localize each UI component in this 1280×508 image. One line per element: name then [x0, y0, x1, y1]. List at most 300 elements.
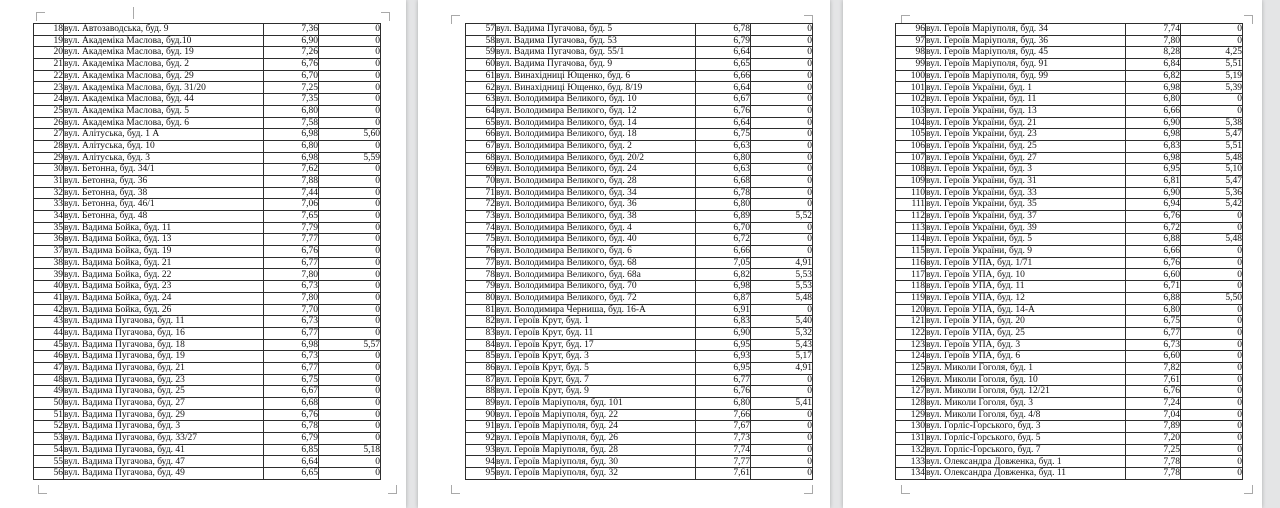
- row-number-cell[interactable]: 49: [34, 386, 64, 398]
- value-1-cell[interactable]: 6,82: [696, 269, 751, 281]
- street-address-cell[interactable]: вул. Бетонна, буд. 38: [64, 187, 264, 199]
- row-number-cell[interactable]: 59: [466, 47, 496, 59]
- row-number-cell[interactable]: 61: [466, 70, 496, 82]
- document-page-3[interactable]: [843, 0, 1262, 508]
- value-2-cell[interactable]: 0: [1181, 374, 1243, 386]
- value-2-cell[interactable]: 5,48: [751, 292, 813, 304]
- value-1-cell[interactable]: 6,91: [696, 304, 751, 316]
- row-number-cell[interactable]: 26: [34, 117, 64, 129]
- value-1-cell[interactable]: 7,67: [696, 421, 751, 433]
- street-address-cell[interactable]: вул. Володимира Великого, буд. 72: [496, 292, 696, 304]
- row-number-cell[interactable]: 134: [896, 468, 926, 480]
- street-address-cell[interactable]: вул. Вадима Бойка, буд. 22: [64, 269, 264, 281]
- row-number-cell[interactable]: 66: [466, 129, 496, 141]
- row-number-cell[interactable]: 83: [466, 327, 496, 339]
- value-1-cell[interactable]: 7,74: [696, 444, 751, 456]
- value-1-cell[interactable]: 6,73: [264, 281, 319, 293]
- row-number-cell[interactable]: 128: [896, 398, 926, 410]
- value-2-cell[interactable]: 0: [319, 47, 381, 59]
- value-1-cell[interactable]: 8,28: [1126, 47, 1181, 59]
- row-number-cell[interactable]: 18: [34, 24, 64, 36]
- value-2-cell[interactable]: 0: [1181, 269, 1243, 281]
- value-2-cell[interactable]: 5,18: [319, 444, 381, 456]
- value-1-cell[interactable]: 7,62: [264, 164, 319, 176]
- row-number-cell[interactable]: 104: [896, 117, 926, 129]
- street-address-cell[interactable]: вул. Вадима Бойка, буд. 19: [64, 246, 264, 258]
- street-address-cell[interactable]: вул. Володимира Великого, буд. 18: [496, 129, 696, 141]
- value-2-cell[interactable]: 0: [1181, 386, 1243, 398]
- value-1-cell[interactable]: 7,58: [264, 117, 319, 129]
- street-address-cell[interactable]: вул. Героїв Маріуполя, буд. 30: [496, 456, 696, 468]
- street-address-cell[interactable]: вул. Вадима Пугачова, буд. 33/27: [64, 433, 264, 445]
- value-1-cell[interactable]: 7,78: [1126, 468, 1181, 480]
- value-1-cell[interactable]: 7,88: [264, 175, 319, 187]
- value-1-cell[interactable]: 7,04: [1126, 409, 1181, 421]
- value-2-cell[interactable]: 0: [319, 327, 381, 339]
- row-number-cell[interactable]: 40: [34, 281, 64, 293]
- value-2-cell[interactable]: 5,40: [751, 316, 813, 328]
- value-2-cell[interactable]: 0: [1181, 222, 1243, 234]
- row-number-cell[interactable]: 64: [466, 105, 496, 117]
- value-2-cell[interactable]: 0: [319, 386, 381, 398]
- value-1-cell[interactable]: 7,35: [264, 94, 319, 106]
- street-address-cell[interactable]: вул. Вадима Пугачова, буд. 49: [64, 468, 264, 480]
- row-number-cell[interactable]: 133: [896, 456, 926, 468]
- row-number-cell[interactable]: 68: [466, 152, 496, 164]
- row-number-cell[interactable]: 77: [466, 257, 496, 269]
- value-2-cell[interactable]: 0: [319, 409, 381, 421]
- street-address-cell[interactable]: вул. Героїв Крут, буд. 1: [496, 316, 696, 328]
- street-address-cell[interactable]: вул. Героїв України, буд. 31: [926, 175, 1126, 187]
- value-2-cell[interactable]: 5,17: [751, 351, 813, 363]
- value-1-cell[interactable]: 6,79: [264, 433, 319, 445]
- value-1-cell[interactable]: 6,88: [1126, 234, 1181, 246]
- row-number-cell[interactable]: 65: [466, 117, 496, 129]
- row-number-cell[interactable]: 100: [896, 70, 926, 82]
- value-2-cell[interactable]: 0: [1181, 24, 1243, 36]
- value-1-cell[interactable]: 7,80: [264, 292, 319, 304]
- row-number-cell[interactable]: 34: [34, 211, 64, 223]
- street-address-cell[interactable]: вул. Героїв Маріуполя, буд. 91: [926, 59, 1126, 71]
- value-1-cell[interactable]: 6,76: [696, 386, 751, 398]
- street-address-cell[interactable]: вул. Володимира Великого, буд. 4: [496, 222, 696, 234]
- value-2-cell[interactable]: 5,53: [751, 269, 813, 281]
- value-2-cell[interactable]: 0: [319, 211, 381, 223]
- value-2-cell[interactable]: 5,59: [319, 152, 381, 164]
- value-1-cell[interactable]: 6,76: [264, 246, 319, 258]
- street-address-cell[interactable]: вул. Алітуська, буд. 1 А: [64, 129, 264, 141]
- row-number-cell[interactable]: 47: [34, 362, 64, 374]
- street-address-cell[interactable]: вул. Вадима Пугачова, буд. 29: [64, 409, 264, 421]
- value-2-cell[interactable]: 0: [1181, 246, 1243, 258]
- value-2-cell[interactable]: 5,48: [1181, 234, 1243, 246]
- street-address-cell[interactable]: вул. Героїв УПА, буд. 11: [926, 281, 1126, 293]
- value-2-cell[interactable]: 5,41: [751, 398, 813, 410]
- street-address-cell[interactable]: вул. Миколи Гоголя, буд. 4/8: [926, 409, 1126, 421]
- row-number-cell[interactable]: 31: [34, 175, 64, 187]
- row-number-cell[interactable]: 74: [466, 222, 496, 234]
- value-2-cell[interactable]: 0: [751, 47, 813, 59]
- street-address-cell[interactable]: вул. Героїв України, буд. 33: [926, 187, 1126, 199]
- street-address-cell[interactable]: вул. Вадима Пугачова, буд. 55/1: [496, 47, 696, 59]
- street-address-cell[interactable]: вул. Алітуська, буд. 3: [64, 152, 264, 164]
- value-1-cell[interactable]: 6,77: [1126, 327, 1181, 339]
- row-number-cell[interactable]: 30: [34, 164, 64, 176]
- value-1-cell[interactable]: 6,77: [264, 257, 319, 269]
- row-number-cell[interactable]: 102: [896, 94, 926, 106]
- value-2-cell[interactable]: 0: [1181, 444, 1243, 456]
- street-address-cell[interactable]: вул. Володимира Великого, буд. 70: [496, 281, 696, 293]
- row-number-cell[interactable]: 67: [466, 140, 496, 152]
- value-2-cell[interactable]: 0: [319, 269, 381, 281]
- value-1-cell[interactable]: 6,80: [1126, 94, 1181, 106]
- value-2-cell[interactable]: 0: [319, 246, 381, 258]
- value-1-cell[interactable]: 6,67: [264, 386, 319, 398]
- value-1-cell[interactable]: 6,78: [696, 187, 751, 199]
- row-number-cell[interactable]: 125: [896, 362, 926, 374]
- street-address-cell[interactable]: вул. Володимира Великого, буд. 36: [496, 199, 696, 211]
- street-address-cell[interactable]: вул. Героїв Маріуполя, буд. 26: [496, 433, 696, 445]
- value-2-cell[interactable]: 0: [1181, 351, 1243, 363]
- row-number-cell[interactable]: 73: [466, 211, 496, 223]
- value-1-cell[interactable]: 7,20: [1126, 433, 1181, 445]
- value-2-cell[interactable]: 0: [1181, 456, 1243, 468]
- value-1-cell[interactable]: 6,89: [696, 211, 751, 223]
- street-address-cell[interactable]: вул. Миколи Гоголя, буд. 1: [926, 362, 1126, 374]
- value-2-cell[interactable]: 5,50: [1181, 292, 1243, 304]
- row-number-cell[interactable]: 54: [34, 444, 64, 456]
- row-number-cell[interactable]: 70: [466, 175, 496, 187]
- value-2-cell[interactable]: 5,36: [1181, 187, 1243, 199]
- value-1-cell[interactable]: 6,79: [696, 35, 751, 47]
- row-number-cell[interactable]: 113: [896, 222, 926, 234]
- row-number-cell[interactable]: 120: [896, 304, 926, 316]
- street-address-cell[interactable]: вул. Бетонна, буд. 34/1: [64, 164, 264, 176]
- street-address-cell[interactable]: вул. Героїв України, буд. 1: [926, 82, 1126, 94]
- value-2-cell[interactable]: 0: [751, 152, 813, 164]
- value-1-cell[interactable]: 6,64: [696, 82, 751, 94]
- street-address-cell[interactable]: вул. Автозаводська, буд. 9: [64, 24, 264, 36]
- street-address-cell[interactable]: вул. Героїв України, буд. 39: [926, 222, 1126, 234]
- value-2-cell[interactable]: 0: [751, 199, 813, 211]
- street-address-cell[interactable]: вул. Володимира Великого, буд. 2: [496, 140, 696, 152]
- row-number-cell[interactable]: 92: [466, 433, 496, 445]
- street-address-cell[interactable]: вул. Героїв Маріуполя, буд. 34: [926, 24, 1126, 36]
- row-number-cell[interactable]: 106: [896, 140, 926, 152]
- street-address-cell[interactable]: вул. Володимира Великого, буд. 68: [496, 257, 696, 269]
- street-address-cell[interactable]: вул. Миколи Гоголя, буд. 12/21: [926, 386, 1126, 398]
- value-2-cell[interactable]: 0: [319, 257, 381, 269]
- row-number-cell[interactable]: 23: [34, 82, 64, 94]
- row-number-cell[interactable]: 53: [34, 433, 64, 445]
- street-address-cell[interactable]: вул. Алітуська, буд. 10: [64, 140, 264, 152]
- value-2-cell[interactable]: 0: [751, 246, 813, 258]
- value-2-cell[interactable]: 0: [1181, 398, 1243, 410]
- street-address-cell[interactable]: вул. Вадима Пугачова, буд. 19: [64, 351, 264, 363]
- row-number-cell[interactable]: 48: [34, 374, 64, 386]
- value-2-cell[interactable]: 0: [319, 187, 381, 199]
- value-1-cell[interactable]: 7,79: [264, 222, 319, 234]
- row-number-cell[interactable]: 81: [466, 304, 496, 316]
- value-1-cell[interactable]: 6,94: [1126, 199, 1181, 211]
- value-2-cell[interactable]: 5,47: [1181, 129, 1243, 141]
- street-address-cell[interactable]: вул. Вадима Пугачова, буд. 21: [64, 362, 264, 374]
- value-1-cell[interactable]: 7,70: [264, 304, 319, 316]
- street-address-cell[interactable]: вул. Вадима Пугачова, буд. 25: [64, 386, 264, 398]
- street-address-cell[interactable]: вул. Володимира Великого, буд. 34: [496, 187, 696, 199]
- street-address-cell[interactable]: вул. Героїв Маріуполя, буд. 32: [496, 468, 696, 480]
- value-2-cell[interactable]: 0: [751, 140, 813, 152]
- row-number-cell[interactable]: 39: [34, 269, 64, 281]
- street-address-cell[interactable]: вул. Володимира Великого, буд. 38: [496, 211, 696, 223]
- value-2-cell[interactable]: 5,42: [1181, 199, 1243, 211]
- row-number-cell[interactable]: 101: [896, 82, 926, 94]
- row-number-cell[interactable]: 20: [34, 47, 64, 59]
- row-number-cell[interactable]: 118: [896, 281, 926, 293]
- row-number-cell[interactable]: 21: [34, 59, 64, 71]
- value-1-cell[interactable]: 6,68: [264, 398, 319, 410]
- street-address-cell[interactable]: вул. Героїв Крут, буд. 7: [496, 374, 696, 386]
- value-2-cell[interactable]: 0: [319, 82, 381, 94]
- street-address-cell[interactable]: вул. Вадима Пугачова, буд. 5: [496, 24, 696, 36]
- value-1-cell[interactable]: 7,65: [264, 211, 319, 223]
- street-address-cell[interactable]: вул. Володимира Великого, буд. 6: [496, 246, 696, 258]
- value-2-cell[interactable]: 5,52: [751, 211, 813, 223]
- value-2-cell[interactable]: 5,51: [1181, 59, 1243, 71]
- value-1-cell[interactable]: 6,90: [696, 327, 751, 339]
- value-2-cell[interactable]: 0: [319, 351, 381, 363]
- row-number-cell[interactable]: 117: [896, 269, 926, 281]
- value-2-cell[interactable]: 0: [1181, 468, 1243, 480]
- value-2-cell[interactable]: 0: [751, 129, 813, 141]
- value-1-cell[interactable]: 7,25: [1126, 444, 1181, 456]
- street-address-cell[interactable]: вул. Володимира Великого, буд. 28: [496, 175, 696, 187]
- value-2-cell[interactable]: 0: [319, 70, 381, 82]
- street-address-cell[interactable]: вул. Героїв УПА, буд. 20: [926, 316, 1126, 328]
- value-2-cell[interactable]: 0: [319, 105, 381, 117]
- value-2-cell[interactable]: 0: [319, 421, 381, 433]
- street-address-cell[interactable]: вул. Героїв України, буд. 37: [926, 211, 1126, 223]
- value-1-cell[interactable]: 6,98: [264, 152, 319, 164]
- street-address-cell[interactable]: вул. Героїв УПА, буд. 14-А: [926, 304, 1126, 316]
- row-number-cell[interactable]: 107: [896, 152, 926, 164]
- row-number-cell[interactable]: 99: [896, 59, 926, 71]
- value-1-cell[interactable]: 6,77: [264, 362, 319, 374]
- value-2-cell[interactable]: 0: [1181, 304, 1243, 316]
- row-number-cell[interactable]: 38: [34, 257, 64, 269]
- row-number-cell[interactable]: 19: [34, 35, 64, 47]
- street-address-cell[interactable]: вул. Академіка Маслова, буд. 19: [64, 47, 264, 59]
- street-address-cell[interactable]: вул. Героїв Маріуполя, буд. 99: [926, 70, 1126, 82]
- street-address-cell[interactable]: вул. Академіка Маслова, буд. 31/20: [64, 82, 264, 94]
- street-address-cell[interactable]: вул. Героїв України, буд. 27: [926, 152, 1126, 164]
- value-2-cell[interactable]: 0: [319, 374, 381, 386]
- value-2-cell[interactable]: 0: [319, 199, 381, 211]
- row-number-cell[interactable]: 63: [466, 94, 496, 106]
- row-number-cell[interactable]: 33: [34, 199, 64, 211]
- value-1-cell[interactable]: 6,64: [696, 117, 751, 129]
- street-address-cell[interactable]: вул. Героїв України, буд. 25: [926, 140, 1126, 152]
- value-2-cell[interactable]: 0: [1181, 339, 1243, 351]
- street-address-cell[interactable]: вул. Героїв Крут, буд. 17: [496, 339, 696, 351]
- value-2-cell[interactable]: 0: [319, 222, 381, 234]
- value-1-cell[interactable]: 6,70: [696, 222, 751, 234]
- row-number-cell[interactable]: 62: [466, 82, 496, 94]
- value-2-cell[interactable]: 0: [751, 421, 813, 433]
- value-2-cell[interactable]: 0: [319, 316, 381, 328]
- row-number-cell[interactable]: 58: [466, 35, 496, 47]
- value-1-cell[interactable]: 6,98: [1126, 82, 1181, 94]
- row-number-cell[interactable]: 35: [34, 222, 64, 234]
- value-1-cell[interactable]: 7,82: [1126, 362, 1181, 374]
- value-1-cell[interactable]: 6,72: [1126, 222, 1181, 234]
- row-number-cell[interactable]: 37: [34, 246, 64, 258]
- row-number-cell[interactable]: 116: [896, 257, 926, 269]
- row-number-cell[interactable]: 88: [466, 386, 496, 398]
- row-number-cell[interactable]: 110: [896, 187, 926, 199]
- row-number-cell[interactable]: 126: [896, 374, 926, 386]
- street-address-cell[interactable]: вул. Володимира Великого, буд. 40: [496, 234, 696, 246]
- value-1-cell[interactable]: 6,75: [264, 374, 319, 386]
- row-number-cell[interactable]: 130: [896, 421, 926, 433]
- street-address-cell[interactable]: вул. Героїв України, буд. 13: [926, 105, 1126, 117]
- row-number-cell[interactable]: 112: [896, 211, 926, 223]
- street-address-cell[interactable]: вул. Володимира Черниша, буд. 16-А: [496, 304, 696, 316]
- value-2-cell[interactable]: 0: [751, 94, 813, 106]
- street-address-cell[interactable]: вул. Академіка Маслова, буд. 6: [64, 117, 264, 129]
- street-address-cell[interactable]: вул. Героїв УПА, буд. 6: [926, 351, 1126, 363]
- value-1-cell[interactable]: 6,83: [696, 316, 751, 328]
- row-number-cell[interactable]: 75: [466, 234, 496, 246]
- street-address-cell[interactable]: вул. Героїв УПА, буд. 10: [926, 269, 1126, 281]
- value-1-cell[interactable]: 6,98: [696, 281, 751, 293]
- value-1-cell[interactable]: 7,06: [264, 199, 319, 211]
- value-2-cell[interactable]: 0: [751, 82, 813, 94]
- row-number-cell[interactable]: 28: [34, 140, 64, 152]
- value-1-cell[interactable]: 6,77: [264, 327, 319, 339]
- value-1-cell[interactable]: 7,25: [264, 82, 319, 94]
- value-1-cell[interactable]: 6,80: [696, 398, 751, 410]
- value-1-cell[interactable]: 6,63: [696, 164, 751, 176]
- street-address-cell[interactable]: вул. Героїв Маріуполя, буд. 36: [926, 35, 1126, 47]
- street-address-cell[interactable]: вул. Володимира Великого, буд. 10: [496, 94, 696, 106]
- value-1-cell[interactable]: 6,77: [696, 374, 751, 386]
- street-address-cell[interactable]: вул. Вадима Пугачова, буд. 16: [64, 327, 264, 339]
- row-number-cell[interactable]: 105: [896, 129, 926, 141]
- value-1-cell[interactable]: 7,80: [1126, 35, 1181, 47]
- street-address-cell[interactable]: вул. Академіка Маслова, буд.10: [64, 35, 264, 47]
- value-2-cell[interactable]: 0: [751, 35, 813, 47]
- row-number-cell[interactable]: 123: [896, 339, 926, 351]
- value-1-cell[interactable]: 7,73: [696, 433, 751, 445]
- value-1-cell[interactable]: 6,80: [1126, 304, 1181, 316]
- value-1-cell[interactable]: 7,36: [264, 24, 319, 36]
- value-2-cell[interactable]: 5,32: [751, 327, 813, 339]
- street-address-cell[interactable]: вул. Вадима Бойка, буд. 23: [64, 281, 264, 293]
- street-address-cell[interactable]: вул. Академіка Маслова, буд. 29: [64, 70, 264, 82]
- street-address-cell[interactable]: вул. Вадима Пугачова, буд. 23: [64, 374, 264, 386]
- value-1-cell[interactable]: 7,77: [696, 456, 751, 468]
- value-1-cell[interactable]: 6,80: [696, 152, 751, 164]
- street-address-cell[interactable]: вул. Героїв УПА, буд. 12: [926, 292, 1126, 304]
- row-number-cell[interactable]: 76: [466, 246, 496, 258]
- row-number-cell[interactable]: 115: [896, 246, 926, 258]
- value-2-cell[interactable]: 0: [751, 386, 813, 398]
- street-address-cell[interactable]: вул. Героїв Маріуполя, буд. 24: [496, 421, 696, 433]
- value-1-cell[interactable]: 6,80: [264, 140, 319, 152]
- document-page-1[interactable]: [0, 0, 406, 508]
- row-number-cell[interactable]: 25: [34, 105, 64, 117]
- value-1-cell[interactable]: 6,95: [696, 339, 751, 351]
- street-address-cell[interactable]: вул. Олександра Довженка, буд. 1: [926, 456, 1126, 468]
- value-2-cell[interactable]: 0: [1181, 35, 1243, 47]
- value-1-cell[interactable]: 7,24: [1126, 398, 1181, 410]
- street-address-cell[interactable]: вул. Володимира Великого, буд. 68а: [496, 269, 696, 281]
- value-2-cell[interactable]: 5,19: [1181, 70, 1243, 82]
- value-1-cell[interactable]: 6,87: [696, 292, 751, 304]
- value-1-cell[interactable]: 6,75: [1126, 316, 1181, 328]
- value-1-cell[interactable]: 6,98: [264, 339, 319, 351]
- value-2-cell[interactable]: 0: [319, 234, 381, 246]
- street-address-cell[interactable]: вул. Героїв Маріуполя, буд. 28: [496, 444, 696, 456]
- street-address-cell[interactable]: вул. Героїв Крут, буд. 3: [496, 351, 696, 363]
- row-number-cell[interactable]: 95: [466, 468, 496, 480]
- value-1-cell[interactable]: 6,75: [696, 129, 751, 141]
- value-2-cell[interactable]: 0: [751, 444, 813, 456]
- row-number-cell[interactable]: 87: [466, 374, 496, 386]
- value-2-cell[interactable]: 0: [319, 117, 381, 129]
- value-2-cell[interactable]: 0: [319, 140, 381, 152]
- row-number-cell[interactable]: 41: [34, 292, 64, 304]
- street-address-cell[interactable]: вул. Героїв Крут, буд. 5: [496, 362, 696, 374]
- value-2-cell[interactable]: 5,53: [751, 281, 813, 293]
- row-number-cell[interactable]: 80: [466, 292, 496, 304]
- value-2-cell[interactable]: 0: [319, 281, 381, 293]
- row-number-cell[interactable]: 42: [34, 304, 64, 316]
- value-2-cell[interactable]: 0: [319, 24, 381, 36]
- value-1-cell[interactable]: 6,88: [1126, 292, 1181, 304]
- value-1-cell[interactable]: 7,61: [696, 468, 751, 480]
- street-address-cell[interactable]: вул. Героїв України, буд. 21: [926, 117, 1126, 129]
- value-1-cell[interactable]: 6,68: [696, 175, 751, 187]
- street-address-cell[interactable]: вул. Вадима Пугачова, буд. 3: [64, 421, 264, 433]
- street-address-cell[interactable]: вул. Бетонна, буд. 48: [64, 211, 264, 223]
- value-1-cell[interactable]: 6,63: [696, 140, 751, 152]
- row-number-cell[interactable]: 127: [896, 386, 926, 398]
- row-number-cell[interactable]: 57: [466, 24, 496, 36]
- street-address-cell[interactable]: вул. Горліс-Горського, буд. 5: [926, 433, 1126, 445]
- row-number-cell[interactable]: 72: [466, 199, 496, 211]
- value-2-cell[interactable]: 0: [1181, 281, 1243, 293]
- value-1-cell[interactable]: 6,76: [696, 105, 751, 117]
- value-1-cell[interactable]: 6,82: [1126, 70, 1181, 82]
- value-2-cell[interactable]: 0: [751, 304, 813, 316]
- value-1-cell[interactable]: 6,95: [696, 362, 751, 374]
- value-2-cell[interactable]: 5,57: [319, 339, 381, 351]
- street-address-cell[interactable]: вул. Вадима Бойка, буд. 24: [64, 292, 264, 304]
- street-address-cell[interactable]: вул. Миколи Гоголя, буд. 3: [926, 398, 1126, 410]
- value-1-cell[interactable]: 6,73: [1126, 339, 1181, 351]
- value-1-cell[interactable]: 6,90: [1126, 117, 1181, 129]
- value-2-cell[interactable]: 5,10: [1181, 164, 1243, 176]
- row-number-cell[interactable]: 90: [466, 409, 496, 421]
- value-1-cell[interactable]: 6,93: [696, 351, 751, 363]
- row-number-cell[interactable]: 96: [896, 24, 926, 36]
- row-number-cell[interactable]: 46: [34, 351, 64, 363]
- street-address-cell[interactable]: вул. Героїв Маріуполя, буд. 45: [926, 47, 1126, 59]
- value-1-cell[interactable]: 7,26: [264, 47, 319, 59]
- value-2-cell[interactable]: 0: [1181, 211, 1243, 223]
